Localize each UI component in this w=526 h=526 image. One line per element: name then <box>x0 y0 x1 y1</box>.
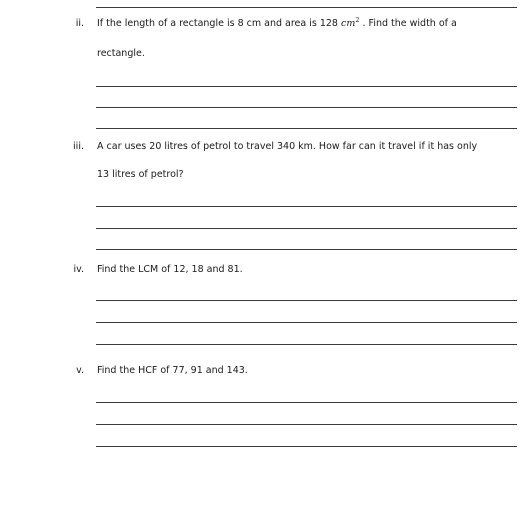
question-text: A car uses 20 litres of petrol to travel 340 km. How far can it travel if it has only <box>97 141 478 152</box>
answer-line <box>96 86 517 87</box>
area-unit-exponent: 2 <box>355 16 360 24</box>
answer-line <box>96 446 517 447</box>
answer-line <box>96 300 517 301</box>
question-number: iv. <box>73 264 84 275</box>
answer-line <box>96 344 517 345</box>
answer-line <box>96 402 517 403</box>
question-number: ii. <box>75 18 84 29</box>
answer-line <box>96 322 517 323</box>
question-number: iii. <box>73 141 84 152</box>
answer-line <box>96 128 517 129</box>
answer-line <box>96 249 517 250</box>
answer-line <box>96 7 517 8</box>
answer-line <box>96 424 517 425</box>
area-unit-base: cm <box>341 18 356 29</box>
question-text-continued: rectangle. <box>97 48 145 59</box>
answer-line <box>96 107 517 108</box>
question-text <box>97 18 457 30</box>
question-number: v. <box>76 365 84 376</box>
area-unit <box>341 18 359 29</box>
question-text-continued: 13 litres of petrol? <box>97 169 184 180</box>
answer-line <box>96 228 517 229</box>
answer-line <box>96 206 517 207</box>
question-text: Find the HCF of 77, 91 and 143. <box>97 365 248 376</box>
question-text: Find the LCM of 12, 18 and 81. <box>97 264 243 275</box>
question-text-part: . Find the width of a <box>359 18 457 29</box>
question-text-part: If the length of a rectangle is 8 cm and area is 128 <box>97 18 341 29</box>
